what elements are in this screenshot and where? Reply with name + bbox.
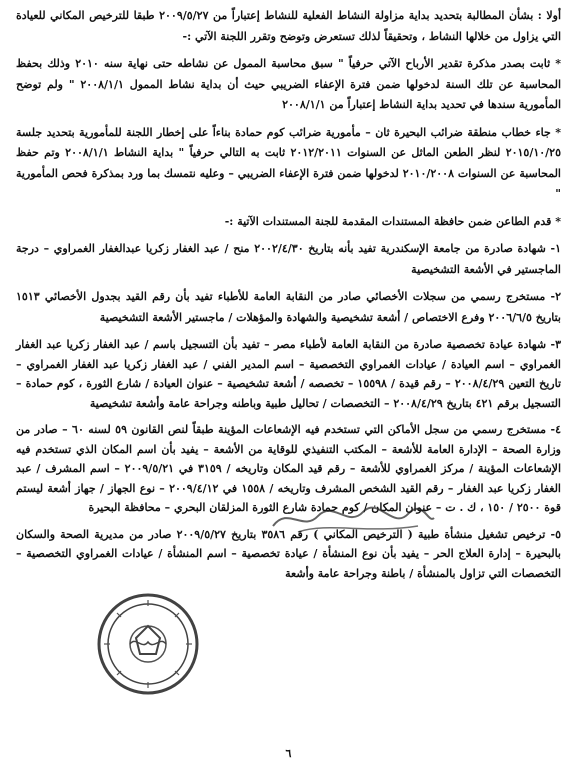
paragraph-item-5: ٥- ترخيص تشغيل منشأة طبية ( الترخيص المكاني ) رقم ٣٥٨٦ بتاريخ ٢٠٠٩/٥/٢٧ صادر من مديرية الصحة والسكان بالبحيرة – إدارة العلاج الحر – يفيد بأن نوع المنشأة / عيادة تخصصية – اسم المنشأة / عيادات الغمراوي التخصصية – التخصصات التي تزاول بالمنشأة / باطنة وجراحة عامة وأشعة — [16, 527, 561, 580]
paragraph-first-claim: أولا : بشأن المطالبة بتحديد بداية مزاولة النشاط الفعلية للنشاط إعتباراً من ٢٠٠٩/٥/٢٧ طبقا للترخيص المكاني للعيادة التي يزاول من خلالها النشاط ، وتحقيقاً لذلك تستعرض وتوضح وتقرر اللجنة الآتي :- — [16, 9, 562, 43]
paragraph-profit-memo: * ثابت بصدر مذكرة تقدير الأرباح الآتي حرفياً " سبق محاسبة الممول عن نشاطه حتى نهاية سنه ٢٠١٠ وذلك بحفظ المحاسبة عن تلك السنة لدخولها ضمن فترة الإعفاء الضريبي حيث أن بداية نشاط الممول ٢٠٠٨/١/١ " ولم توضح المأمورية سندها في تحديد بداية النشاط إعتباراً من ٢٠٠٨/١/١ — [16, 57, 561, 111]
paragraph-documents-intro: * قدم الطاعن ضمن حافظة المستندات المقدمة للجنة المستندات الآتية :- — [224, 214, 561, 228]
paragraph-item-3: ٣- شهادة عيادة تخصصية صادرة من النقابة العامة لأطباء مصر – تفيد بأن التسجيل باسم / عبد الغفار زكريا عبد الغفار الغمراوي – اسم العيادة / عيادات الغمراوي التخصصية – اسم المدير الفني / عبد الغفار زكريا عبد الغفار الغمراوي – تاريخ التعين ٢٠٠٨/٤/٢٩ – رقم قيدة / ١٥٥٩٨ – تخصصه / أشعة تشخيصية – عنوان العيادة / شارع الثورة ، كوم حمادة – التسجيل برقم ٤٢١ بتاريخ ٢٠٠٨/٤/٢٩ – التخصصات / تحاليل طبية وباطنه وجراحة عامة وأشعة تشخيصية — [16, 338, 562, 410]
page-number: ٦ — [285, 747, 292, 760]
paragraph-item-4: ٤- مستخرج رسمي من سجل الأماكن التي تستخدم فيه الإشعاعات المؤينة طبقاً لنص القانون ٥٩ لسنه ٦٠ – صادر من وزارة الصحة – الإدارة العامة للأشعة – المكتب التنفيذي للوقاية من الأشعة – يفيد بأن اسم المكان الذي تستخدم فيه الإشعاعات المؤينة / مركز الغمراوي للأشعة – رقم قيد المكان وتاريخه / ٣١٥٩ في ٢٠٠٩/٥/٢١ – اسم المشرف / عبد الغفار زكريا عبد الغفار – رقم القيد الشخص المشرف وتاريخه / ١٥٥٨ في ٢٠٠٩/٤/١٢ – نوع الجهاز / جهاز أشعة ليستم قوة ٢٥٠٠ / ١٥٠ ، ك . ت – عنوان المكان / كوم حمادة شارع الثورة المزلقان البحري – محافظة البحيرة — [16, 423, 561, 514]
paragraph-item-2: ٢- مستخرج رسمي من سجلات الأخصائي صادر من النقابة العامة للأطباء تفيد بأن رقم القيد بجدول الأخصائي ١٥١٣ بتاريخ ٢٠٠٦/٦/٥ وفرع الاختصاص / أشعة تشخيصية والشهادة والمؤهلات / ماجستير الأشعة التشخيصية — [16, 290, 561, 324]
official-seal — [96, 592, 200, 696]
paragraph-tax-office-letter: * جاء خطاب منطقة ضرائب البحيرة ثان – مأمورية ضرائب كوم حمادة بناءاً على إخطار اللجنة للمأمورية بتحديد جلسة ٢٠١٥/١٠/٢٥ لنظر الطعن الماثل عن السنوات ٢٠١٢/٢٠١١ ثابت به التالي حرفياً " بداية النشاط ٢٠٠٨/١/١ وتم حفظ المحاسبة عن السنوات ٢٠١٠/٢٠٠٨ لدخولها ضمن فترة الإعفاء الضريبي – وعليه نتمسك بما ورد بمذكرة فحص المأمورية " — [16, 125, 561, 200]
signature-scribble — [268, 498, 438, 538]
paragraph-item-1: ١- شهادة صادرة من جامعة الإسكندرية تفيد بأنه بتاريخ ٢٠٠٢/٤/٣٠ منح / عبد الغفار زكريا عبدالغفار الغمراوي – درجة الماجستير في الأشعة التشخيصية — [16, 242, 561, 276]
